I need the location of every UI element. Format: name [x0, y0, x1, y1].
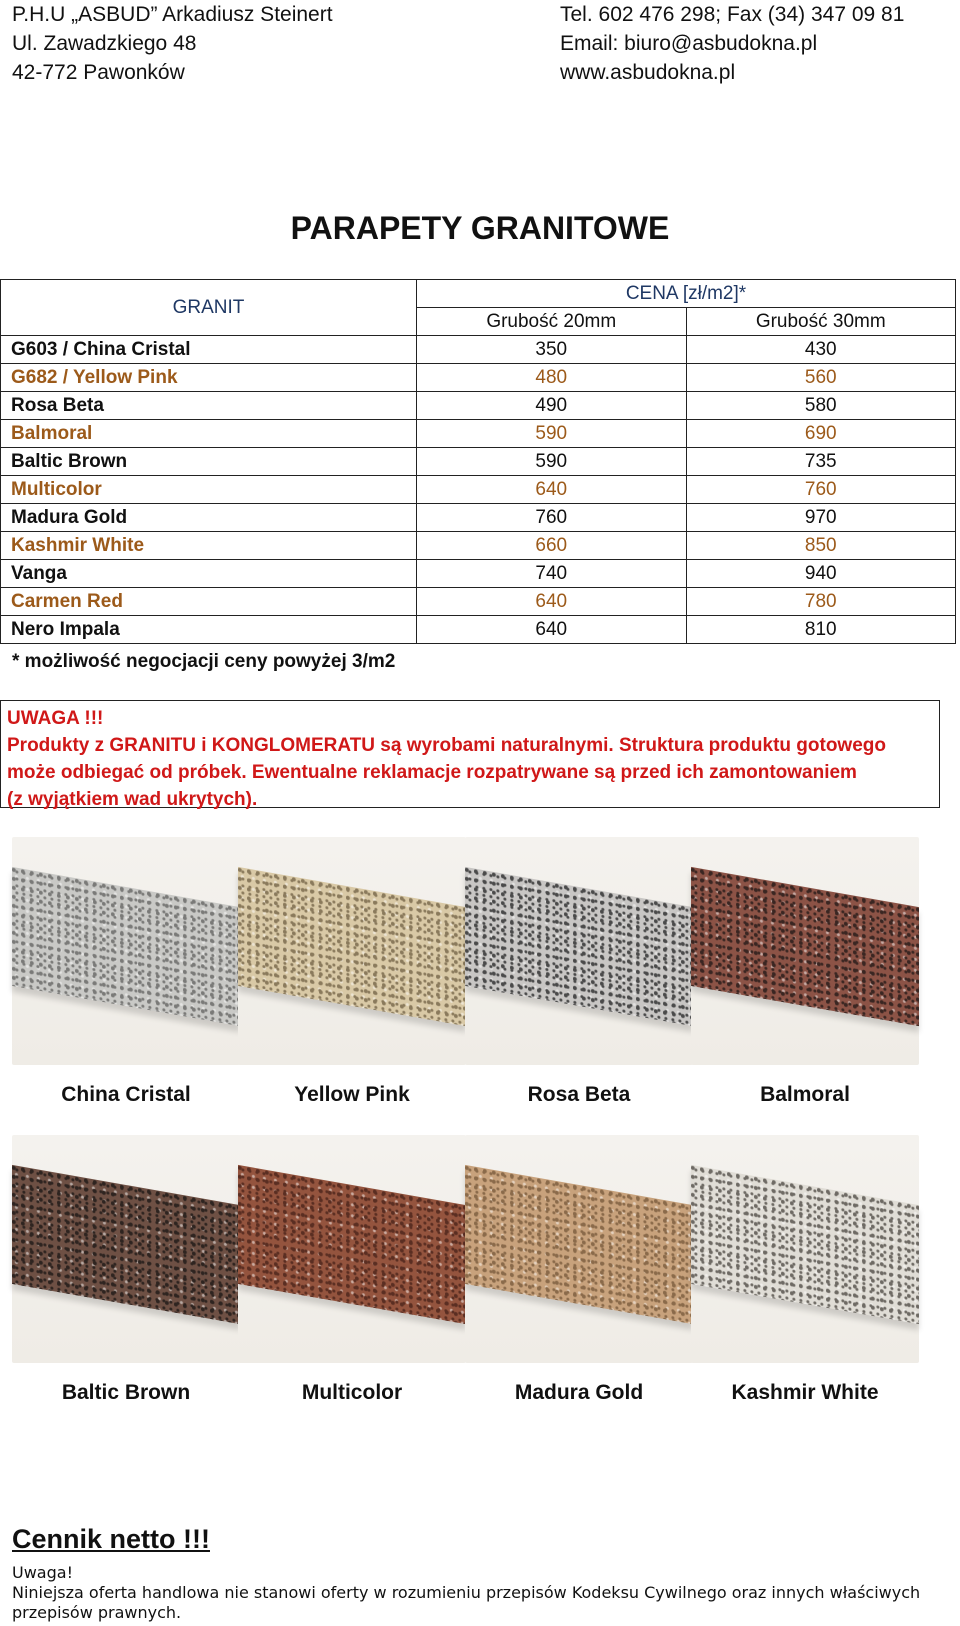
col-30mm-header: Grubość 30mm: [686, 308, 956, 336]
granite-slab: [465, 867, 693, 1026]
price-20mm: 660: [417, 532, 687, 560]
warning-head: UWAGA !!!: [7, 708, 104, 729]
sample-caption: Baltic Brown: [61, 1381, 191, 1404]
sample-photo: [12, 1135, 240, 1363]
footer-notice-text: Niniejsza oferta handlowa nie stanowi oferty w rozumieniu przepisów Kodeksu Cywilnego oraz innych właściwych: [12, 1583, 921, 1602]
warning-line-2: może odbiegać od próbek. Ewentualne reklamacje rozpatrywane są przed ich zamontowaniem: [7, 762, 857, 783]
granite-name: Nero Impala: [1, 616, 417, 644]
price-20mm: 640: [417, 476, 687, 504]
company-city: 42-772 Pawonków: [12, 61, 185, 84]
price-30mm: 970: [686, 504, 956, 532]
price-20mm: 490: [417, 392, 687, 420]
page-title: PARAPETY GRANITOWE: [290, 210, 670, 246]
contact-website[interactable]: www.asbudokna.pl: [560, 61, 736, 84]
price-30mm: 690: [686, 420, 956, 448]
price-30mm: 580: [686, 392, 956, 420]
table-row: [1, 364, 956, 392]
sample-caption: Multicolor: [301, 1381, 403, 1404]
contact-phone: Tel. 602 476 298; Fax (34) 347 09 81: [560, 3, 905, 26]
granite-slab: [691, 1165, 919, 1324]
granite-slab: [465, 1165, 693, 1324]
granite-name: G603 / China Cristal: [1, 336, 417, 364]
granite-name: Madura Gold: [1, 504, 417, 532]
table-row: [1, 420, 956, 448]
sample-photo: [238, 837, 466, 1065]
sample-caption: Madura Gold: [514, 1381, 644, 1404]
sample-caption: Balmoral: [760, 1083, 850, 1106]
table-row: [1, 560, 956, 588]
table-row: [1, 392, 956, 420]
warning-line-3: (z wyjątkiem wad ukrytych).: [7, 789, 258, 810]
sample-caption: Yellow Pink: [294, 1083, 410, 1106]
price-20mm: 350: [417, 336, 687, 364]
granite-slab: [12, 867, 240, 1026]
sample-photo: [465, 837, 693, 1065]
granite-name: Kashmir White: [1, 532, 417, 560]
warning-line-1: Produkty z GRANITU i KONGLOMERATU są wyrobami naturalnymi. Struktura produktu gotowego: [7, 735, 886, 756]
price-20mm: 740: [417, 560, 687, 588]
footer-notice-head: Uwaga!: [12, 1563, 73, 1582]
price-table-body: [1, 336, 956, 644]
table-row: [1, 336, 956, 364]
granite-slab: [691, 867, 919, 1026]
price-30mm: 430: [686, 336, 956, 364]
sample-photo: [691, 1135, 919, 1363]
col-price-header: CENA [zł/m2]*: [417, 280, 956, 308]
negotiation-note: * możliwość negocjacji ceny powyżej 3/m2: [12, 651, 396, 672]
granite-slab: [12, 1165, 240, 1324]
col-granit-header: GRANIT: [1, 280, 417, 336]
granite-slab: [238, 867, 466, 1026]
sample-photo: [238, 1135, 466, 1363]
company-contact: [560, 0, 904, 87]
price-30mm: 850: [686, 532, 956, 560]
price-30mm: 810: [686, 616, 956, 644]
company-address: [12, 0, 333, 87]
price-20mm: 590: [417, 420, 687, 448]
price-30mm: 735: [686, 448, 956, 476]
table-row: [1, 532, 956, 560]
footer-title: Cennik netto !!!: [12, 1524, 210, 1554]
table-row: [1, 504, 956, 532]
granite-name: G682 / Yellow Pink: [1, 364, 417, 392]
granite-name: Balmoral: [1, 420, 417, 448]
table-row: [1, 448, 956, 476]
table-row: [1, 588, 956, 616]
company-street: Ul. Zawadzkiego 48: [12, 32, 197, 55]
sample-caption: Rosa Beta: [527, 1083, 631, 1106]
price-20mm: 640: [417, 588, 687, 616]
table-row: [1, 616, 956, 644]
sample-photo: [691, 837, 919, 1065]
price-20mm: 590: [417, 448, 687, 476]
granite-name: Carmen Red: [1, 588, 417, 616]
granite-name: Vanga: [1, 560, 417, 588]
granite-name: Baltic Brown: [1, 448, 417, 476]
price-20mm: 480: [417, 364, 687, 392]
price-30mm: 940: [686, 560, 956, 588]
price-30mm: 560: [686, 364, 956, 392]
sample-photo: [465, 1135, 693, 1363]
footer-notice-text-2: przepisów prawnych.: [12, 1603, 182, 1622]
col-20mm-header: Grubość 20mm: [417, 308, 687, 336]
sample-photo: [12, 837, 240, 1065]
price-30mm: 760: [686, 476, 956, 504]
warning-box: [0, 700, 940, 808]
price-30mm: 780: [686, 588, 956, 616]
table-row: [1, 476, 956, 504]
price-20mm: 760: [417, 504, 687, 532]
contact-email[interactable]: Email: biuro@asbudokna.pl: [560, 32, 818, 55]
price-table: [0, 279, 956, 644]
price-20mm: 640: [417, 616, 687, 644]
granite-name: Rosa Beta: [1, 392, 417, 420]
sample-caption: China Cristal: [61, 1083, 191, 1106]
sample-caption: Kashmir White: [731, 1381, 879, 1404]
company-name: P.H.U „ASBUD” Arkadiusz Steinert: [12, 3, 333, 26]
granite-slab: [238, 1165, 466, 1324]
granite-name: Multicolor: [1, 476, 417, 504]
